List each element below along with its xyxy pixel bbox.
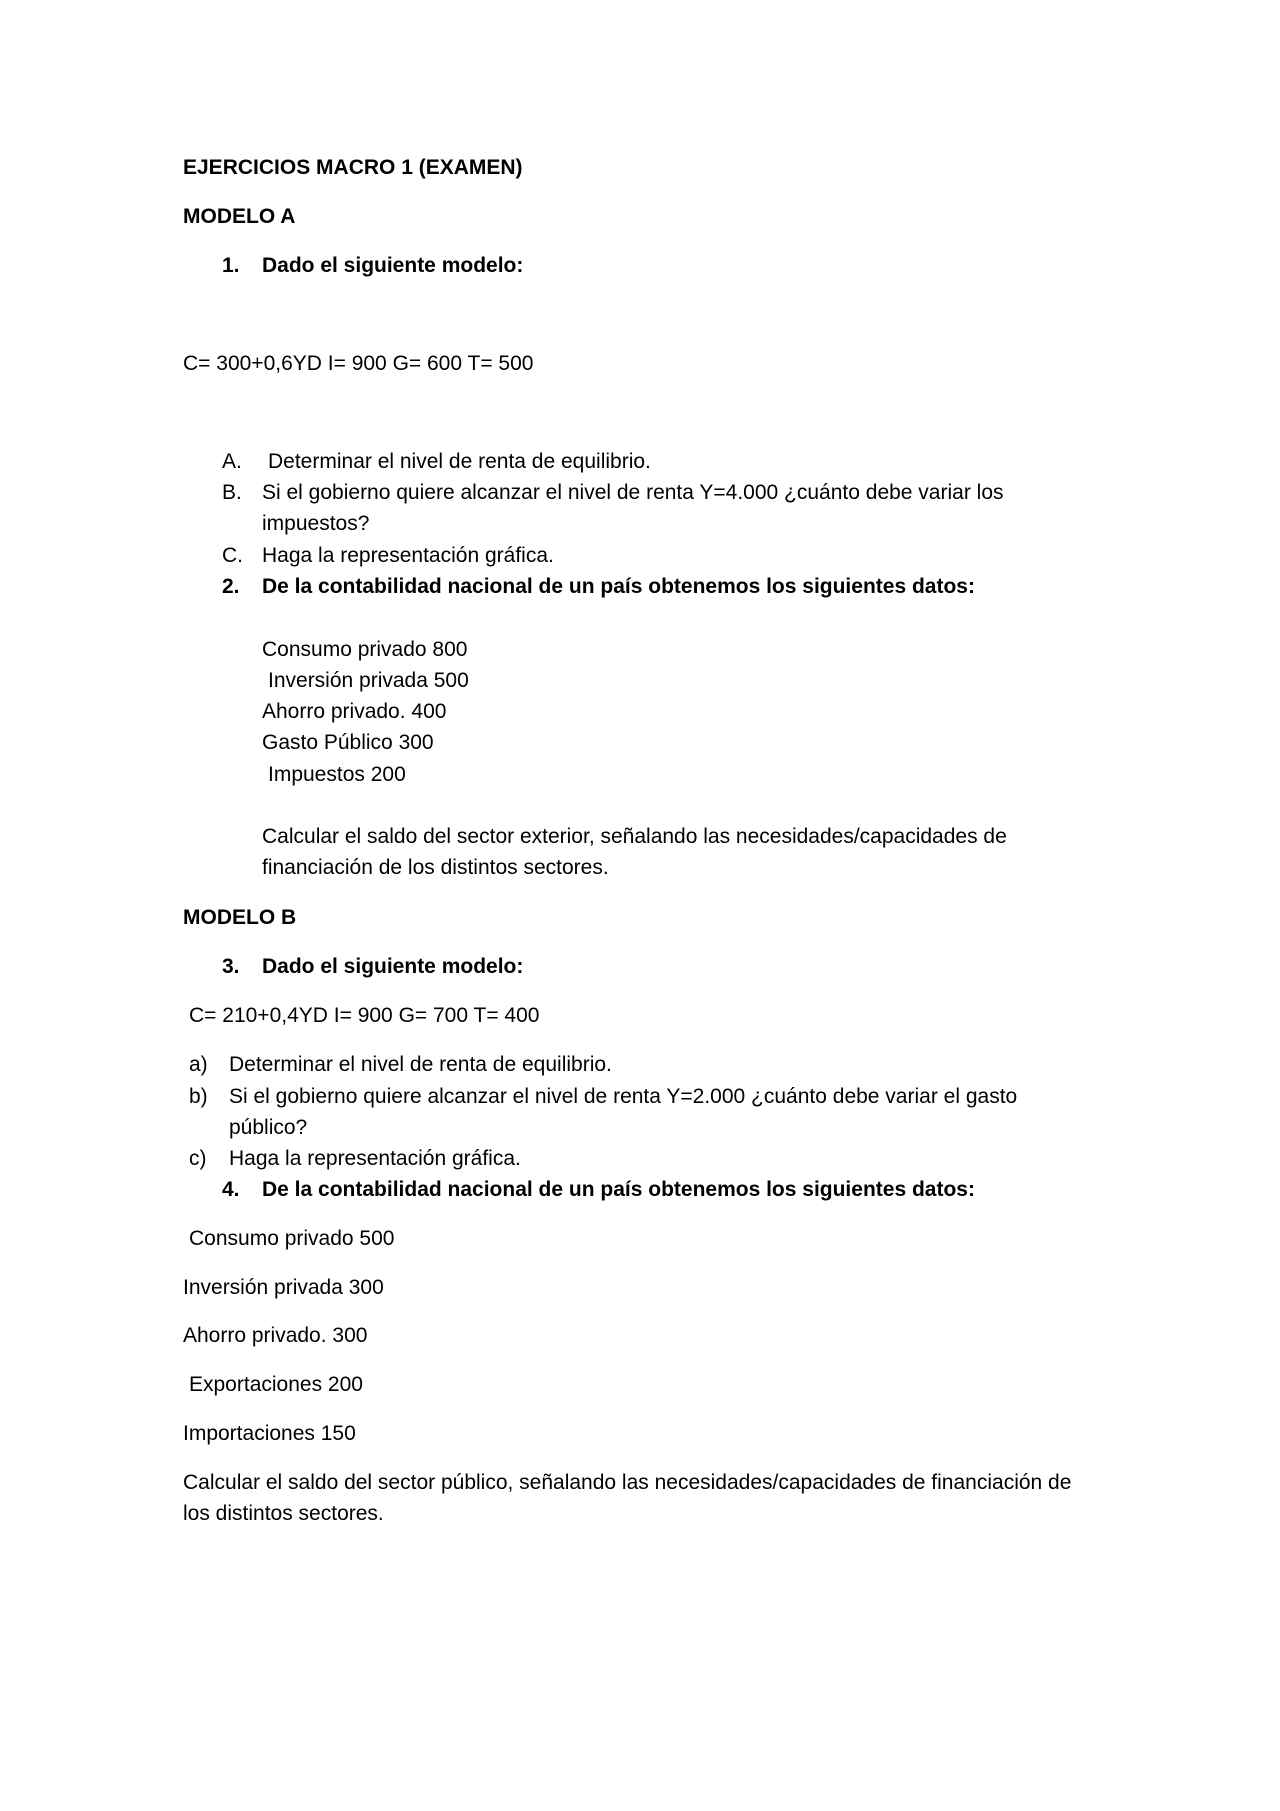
exercise-2-data-item: Consumo privado 800 <box>262 638 468 661</box>
exercise-2-question: Calcular el saldo del sector exterior, señalando las necesidades/capacidades de <box>262 825 1007 848</box>
exercise-1-item: Determinar el nivel de renta de equilibrio. <box>268 450 651 473</box>
exercise-1-equation: C= 300+0,6YD I= 900 G= 600 T= 500 <box>183 352 534 375</box>
exercise-4-heading: De la contabilidad nacional de un país obtenemos los siguientes datos: <box>262 1178 975 1201</box>
exercise-4-question: Calcular el saldo del sector público, señalando las necesidades/capacidades de financiación de <box>183 1471 1072 1494</box>
document-title: EJERCICIOS MACRO 1 (EXAMEN) <box>183 156 523 179</box>
exercise-3-heading: Dado el siguiente modelo: <box>262 955 524 978</box>
exercise-1-item-marker: A. <box>222 450 242 473</box>
section-heading-model-b: MODELO B <box>183 906 297 929</box>
exercise-3-item-marker: c) <box>189 1147 207 1170</box>
exercise-3-item-marker: a) <box>189 1053 208 1076</box>
exercise-2-data-item: Inversión privada 500 <box>268 669 469 692</box>
exercise-4-data-item: Exportaciones 200 <box>189 1373 363 1396</box>
exercise-1-number: 1. <box>222 254 240 277</box>
exercise-3-number: 3. <box>222 955 240 978</box>
exercise-3-item: Determinar el nivel de renta de equilibrio. <box>229 1053 612 1076</box>
exercise-3-item-continuation: público? <box>229 1116 308 1139</box>
exercise-1-item-continuation: impuestos? <box>262 512 370 535</box>
exercise-3-equation: C= 210+0,4YD I= 900 G= 700 T= 400 <box>189 1004 540 1027</box>
exercise-2-data-item: Gasto Público 300 <box>262 731 434 754</box>
exercise-4-data-item: Importaciones 150 <box>183 1422 356 1445</box>
exercise-1-item: Si el gobierno quiere alcanzar el nivel de renta Y=4.000 ¿cuánto debe variar los <box>262 481 1004 504</box>
exercise-2-question-continuation: financiación de los distintos sectores. <box>262 856 609 879</box>
exercise-3-item-marker: b) <box>189 1085 208 1108</box>
exercise-2-number: 2. <box>222 575 240 598</box>
exercise-4-question-continuation: los distintos sectores. <box>183 1502 384 1525</box>
exercise-1-item-marker: C. <box>222 544 243 567</box>
exercise-1-item: Haga la representación gráfica. <box>262 544 554 567</box>
exercise-1-item-marker: B. <box>222 481 242 504</box>
exercise-4-data-item: Ahorro privado. 300 <box>183 1324 368 1347</box>
exercise-2-heading: De la contabilidad nacional de un país obtenemos los siguientes datos: <box>262 575 975 598</box>
exercise-2-data-item: Impuestos 200 <box>268 763 406 786</box>
exercise-3-item: Haga la representación gráfica. <box>229 1147 521 1170</box>
exercise-1-heading: Dado el siguiente modelo: <box>262 254 524 277</box>
exercise-2-data-item: Ahorro privado. 400 <box>262 700 447 723</box>
section-heading-model-a: MODELO A <box>183 205 296 228</box>
exercise-4-data-item: Consumo privado 500 <box>189 1227 395 1250</box>
exercise-4-number: 4. <box>222 1178 240 1201</box>
exercise-4-data-item: Inversión privada 300 <box>183 1276 384 1299</box>
exercise-3-item: Si el gobierno quiere alcanzar el nivel de renta Y=2.000 ¿cuánto debe variar el gasto <box>229 1085 1018 1108</box>
